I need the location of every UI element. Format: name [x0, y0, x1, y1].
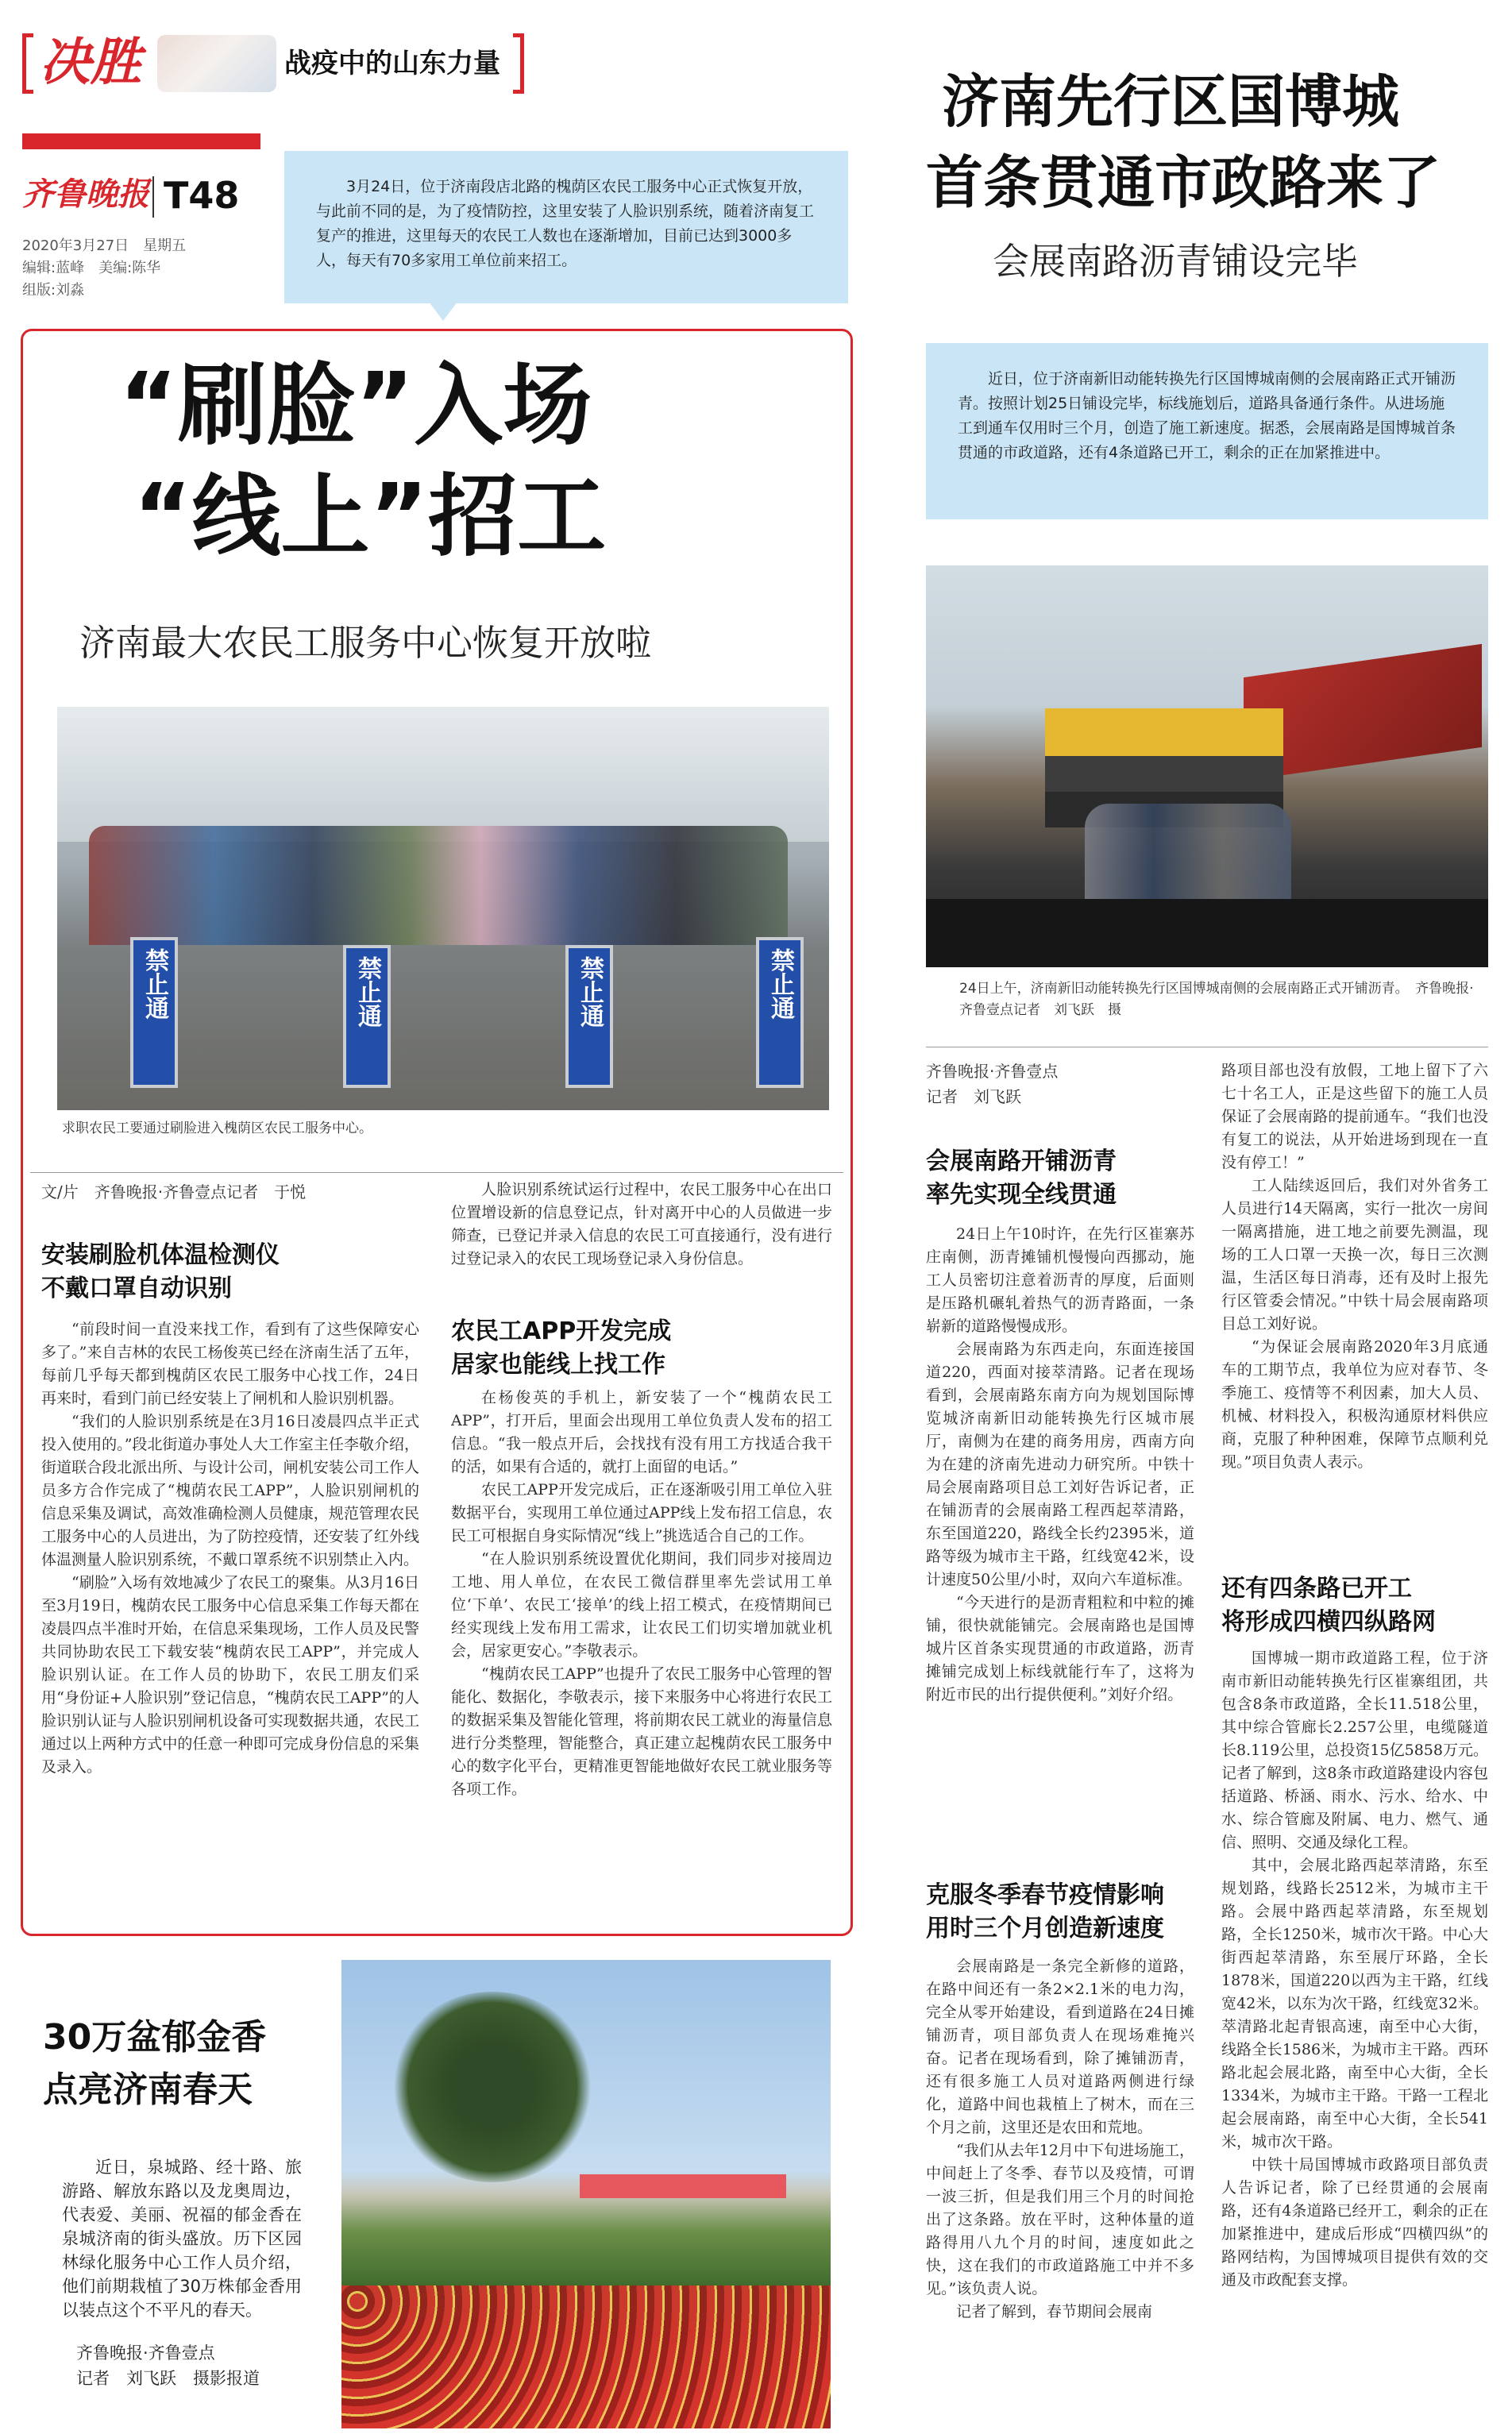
- paragraph: 会展南路为东西走向，东面连接国道220，西面对接萃清路。记者在现场看到，会展南路东南方向为规划国际博览城济南新旧动能转换先行区城市展厅，南侧为在建的商务用房，西南方向为在建的济南先进动力研究所。中铁十局会展南路项目总工刘好告诉记者，正在铺沥青的会展南路工程西起萃清路，东至国道220，路线全长约2395米，道路等级为城市主干路，红线宽42米，设计速度50公里/小时，双向六车道标准。: [926, 1340, 1194, 1588]
- left-col2-body-top: [451, 1178, 832, 1320]
- paragraph: “今天进行的是沥青粗粒和中粒的摊铺，很快就能铺完。会展南路也是国博城片区首条实现贯通的市政道路，沥青摊铺完成划上标线就能行车了，这将为附近市民的出行提供便利。”刘好介绍。: [926, 1594, 1194, 1703]
- paragraph: 会展南路是一条完全新修的道路，在路中间还有一条2×2.1米的电力沟，完全从零开始建设，看到道路在24日摊铺沥青，项目部负责人在现场难掩兴奋。记者在现场看到，除了摊铺沥青，还有很多施工人员对道路两侧进行绿化，道路中间也栽植上了树木，而在三个月之前，这里还是农田和荒地。: [926, 1958, 1194, 2136]
- right-colB-body-2: [1221, 1647, 1488, 2427]
- right-colA-body-2: [926, 1955, 1194, 2427]
- tulip-byline-2: 记者 刘飞跃 摄影报道: [76, 2369, 260, 2388]
- photo-flowers: [341, 2285, 831, 2428]
- banner-bracket-right: [513, 33, 524, 94]
- right-byline-1: 齐鲁晚报·齐鲁壹点: [926, 1062, 1059, 1081]
- proofreader: 组版:刘淼: [22, 282, 85, 299]
- header-info: [22, 235, 186, 302]
- paragraph: “我们从去年12月中下旬进场施工，中间赶上了冬季、春节以及疫情，可谓一波三折，但是我们用三个月的时间抢出了这条路。放在平时，这种体量的道路得用八九个月的时间，速度如此之快，这在我们的市政道路施工中并不多见。”该负责人说。: [926, 2142, 1194, 2297]
- left-photo-caption: 求职农民工要通过刷脸进入槐荫区农民工服务中心。: [62, 1121, 372, 1136]
- left-col1-body: [41, 1318, 419, 1922]
- paragraph: “前段时间一直没来找工作，看到有了这些保障安心多了。”来自吉林的农民工杨俊英已经在济南生活了五年，每前几乎每天都到槐荫区农民工服务中心找工作，24日再来时，看到门前已经安装上了闸机和人脸识别机器。: [41, 1321, 419, 1407]
- right-lead: 近日，位于济南新旧动能转换先行区国博城南侧的会展南路正式开铺沥青。按照计划25日铺设完毕，标线施划后，道路具备通行条件。从进场施工到通车仅用时三个月，创造了施工新速度。据悉，会展南路是国博城首条贯通的市政道路，还有4条道路已开工，剩余的正在加紧推进中。: [926, 343, 1488, 519]
- tulip-body: 近日，泉城路、经十路、旅游路、解放东路以及龙奥周边，代表爱、美丽、祝福的郁金香在泉城济南的街头盛放。历下区园林绿化服务中心工作人员介绍，他们前期栽植了30万株郁金香用以装点这个不平凡的春天。: [62, 2158, 302, 2320]
- paragraph: “我们的人脸识别系统是在3月16日凌晨四点半正式投入使用的。”段北街道办事处人大工作室主任李敬介绍，街道联合段北派出所、与设计公司，闸机安装公司工作人员多方合作完成了“槐荫农民工APP”，人脸识别闸机的信息采集及调试，高效准确检测人员健康，规范管理农民工服务中心的人员进出，为了防控疫情，还安装了红外线体温测量人脸识别系统，不戴口罩系统不识别禁止入内。: [41, 1413, 419, 1568]
- banner-title: 战疫中的山东力量: [284, 48, 500, 79]
- right-colA-subhead-1: 会展南路开铺沥青 率先实现全线贯通: [926, 1148, 1117, 1209]
- gate-sign-2: 禁止通: [343, 945, 391, 1088]
- issue-date: 2020年3月27日: [22, 237, 129, 254]
- caption-rule: [30, 1172, 843, 1173]
- left-lead-pointer: [429, 302, 457, 321]
- photo-building: [57, 707, 829, 842]
- banner-bracket-left: [22, 33, 33, 94]
- paver-photo: [926, 565, 1488, 967]
- banner-illustration: [157, 35, 276, 92]
- paragraph: 其中，会展北路西起萃清路，东至规划路，线路长2512米，为城市主干路。会展中路西起萃清路，东至规划路，全长1250米，城市次干路。中心大街西起萃清路，东至展厅环路，全长1878米，国道220以西为主干路，红线宽42米，以东为次干路，红线宽32米。萃清路北起青银高速，南至中心大街，线路全长1586米，为城市主干路。西环路北起会展北路，南至中心大街，全长1334米，为城市主干路。干路一工程北起会展南路，南至中心大街，全长541米，城市次干路。: [1221, 1857, 1488, 2150]
- issue-weekday: 星期五: [143, 237, 187, 254]
- header-divider: [152, 176, 154, 218]
- turnstile-photo: [57, 707, 829, 1110]
- photo-people: [89, 826, 788, 945]
- paper-name: 齐鲁晚报: [22, 176, 149, 213]
- tulip-headline-2: 点亮济南春天: [43, 2069, 253, 2110]
- page-number: T48: [164, 174, 240, 217]
- gate-sign-1: 禁止通: [130, 937, 178, 1088]
- right-colA-body-1: [926, 1223, 1194, 1888]
- left-subhead: 济南最大农民工服务中心恢复开放啦: [79, 622, 652, 664]
- editor: 编辑:蓝峰: [22, 260, 85, 276]
- paragraph: 路项目部也没有放假，工地上留下了六七十名工人，正是这些留下的施工人员保证了会展南路的提前通车。“我们也没有复工的说法，从开始进场到现在一直没有停工！”: [1221, 1062, 1488, 1171]
- paragraph: “刷脸”入场有效地减少了农民工的聚集。从3月16日至3月19日，槐荫农民工服务中心信息采集工作每天都在凌晨四点半准时开始，在信息采集现场，工作人员及民警共同协助农民工下载安装“槐荫农民工APP”，并完成人脸识别认证。在工作人员的协助下，农民工朋友们采用“身份证+人脸识别”登记信息，“槐荫农民工APP”的人脸识别认证与人脸识别闸机设备可实现数据共通，农民工通过以上两种方式中的任意一种即可完成身份信息的采集及录入。: [41, 1574, 419, 1776]
- left-col2-subhead: 农民工APP开发完成 居家也能线上找工作: [451, 1317, 672, 1379]
- paragraph: 人脸识别系统试运行过程中，农民工服务中心在出口位置增设新的信息登记点，针对离开中心的人员做进一步筛查，已登记并录入信息的农民工可直接通行，没有进行过登记录入的农民工现场登记录入身份信息。: [451, 1181, 832, 1267]
- right-headline-2: 首条贯通市政路来了: [926, 149, 1441, 216]
- art-editor: 美编:陈华: [98, 260, 161, 276]
- paragraph: 在杨俊英的手机上，新安装了一个“槐荫农民工APP”，打开后，里面会出现用工单位负责人发布的招工信息。“我一般点开后，会找找有没有用工方找适合我干的活，如果有合适的，就打上面留的电话。”: [451, 1389, 832, 1475]
- right-byline-2: 记者 刘飞跃: [926, 1087, 1021, 1106]
- right-subhead: 会展南路沥青铺设完毕: [993, 240, 1358, 283]
- left-byline: 文/片 齐鲁晚报·齐鲁壹点记者 于悦: [41, 1182, 307, 1202]
- photo-tree: [389, 1992, 596, 2182]
- gate-sign-3: 禁止通: [565, 945, 613, 1088]
- right-colA-subhead-2: 克服冬季春节疫情影响 用时三个月创造新速度: [926, 1881, 1164, 1942]
- left-col1-subhead: 安装刷脸机体温检测仪 不戴口罩自动识别: [41, 1241, 280, 1302]
- top-banner: [22, 27, 515, 100]
- left-col2-body: [451, 1387, 832, 1923]
- left-headline-1: “刷脸”入场: [119, 354, 592, 457]
- paragraph: 国博城一期市政道路工程，位于济南市新旧动能转换先行区崔寨组团，共包含8条市政道路，全长11.518公里，其中综合管廊长2.257公里，电缆隧道长8.119公里，总投资15亿5858万元。记者了解到，这8条市政道路建设内容包括道路、桥涵、雨水、污水、给水、中水、综合管廊及附属、电力、燃气、通信、照明、交通及绿化工程。: [1221, 1649, 1488, 1851]
- right-colB-body-1: [1221, 1059, 1488, 1560]
- tulip-headline-1: 30万盆郁金香: [43, 2017, 267, 2058]
- tulip-byline-1: 齐鲁晚报·齐鲁壹点: [76, 2343, 215, 2363]
- paragraph: 中铁十局国博城市政路项目部负责人告诉记者，除了已经贯通的会展南路，还有4条道路已经开工，剩余的正在加紧推进中，建成后形成“四横四纵”的路网结构，为国博城项目提供有效的交通及市政配套支撑。: [1221, 2156, 1488, 2289]
- banner-brand: 决胜: [40, 33, 141, 92]
- right-colB-subhead-2: 还有四条路已开工 将形成四横四纵路网: [1221, 1575, 1436, 1636]
- right-photo-caption: 24日上午，济南新旧动能转换先行区国博城南侧的会展南路正式开铺沥青。 齐鲁晚报·齐鲁壹点记者 刘飞跃 摄: [959, 981, 1474, 1018]
- paragraph: “为保证会展南路2020年3月底通车的工期节点，我单位为应对春节、冬季施工、疫情等不利因素，加大人员、机械、材料投入，积极沟通原材料供应商，克服了种种困难，保障节点顺利兑现。”项目负责人表示。: [1221, 1338, 1488, 1471]
- photo-asphalt: [926, 899, 1488, 967]
- photo-arch: [580, 2174, 786, 2198]
- gate-sign-4: 禁止通: [756, 937, 804, 1088]
- right-headline-1: 济南先行区国博城: [942, 68, 1400, 135]
- paragraph: 工人陆续返回后，我们对外省务工人员进行14天隔离，实行一批次一房间一隔离措施，进工地之前要先测温，现场的工人口罩一天换一次，每日三次测温，生活区每日消毒，还有及时上报先行区管委会情况。”中铁十局会展南路项目总工刘好说。: [1221, 1177, 1488, 1333]
- tulip-photo: [341, 1960, 831, 2428]
- paragraph: 农民工APP开发完成后，正在逐渐吸引用工单位入驻数据平台，实现用工单位通过APP线上发布招工信息，农民工可根据自身实际情况“线上”挑选适合自己的工作。: [451, 1481, 832, 1545]
- left-headline-2: “线上”招工: [133, 465, 607, 569]
- paragraph: “槐荫农民工APP”也提升了农民工服务中心管理的智能化、数据化，李敬表示，接下来服务中心将进行农民工的数据采集及智能化管理，将前期农民工就业的海量信息进行分类整理，智能整合，真正建立起槐荫农民工服务中心的数字化平台，更精准更智能地做好农民工就业服务等各项工作。: [451, 1665, 832, 1798]
- left-lead: 3月24日，位于济南段店北路的槐荫区农民工服务中心正式恢复开放，与此前不同的是，为了疫情防控，这里安装了人脸识别系统，随着济南复工复产的推进，这里每天的农民工人数也在逐渐增加，目前已达到3000多人，每天有70多家用工单位前来招工。: [284, 151, 848, 303]
- paragraph: 24日上午10时许，在先行区崔寨苏庄南侧，沥青摊铺机慢慢向西挪动，施工人员密切注意着沥青的厚度，后面则是压路机碾轧着热气的沥青路面，一条崭新的道路慢慢成形。: [926, 1225, 1194, 1335]
- paragraph: “在人脸识别系统设置优化期间，我们同步对接周边工地、用人单位，在农民工微信群里率先尝试用工单位‘下单’、农民工‘接单’的线上招工模式，在疫情期间已经实现线上发布用工需求，让农民工们切实增加就业机会，居家更安心。”李敬表示。: [451, 1550, 832, 1660]
- paragraph: 记者了解到，春节期间会展南: [956, 2303, 1153, 2320]
- header-red-bar: [22, 133, 260, 149]
